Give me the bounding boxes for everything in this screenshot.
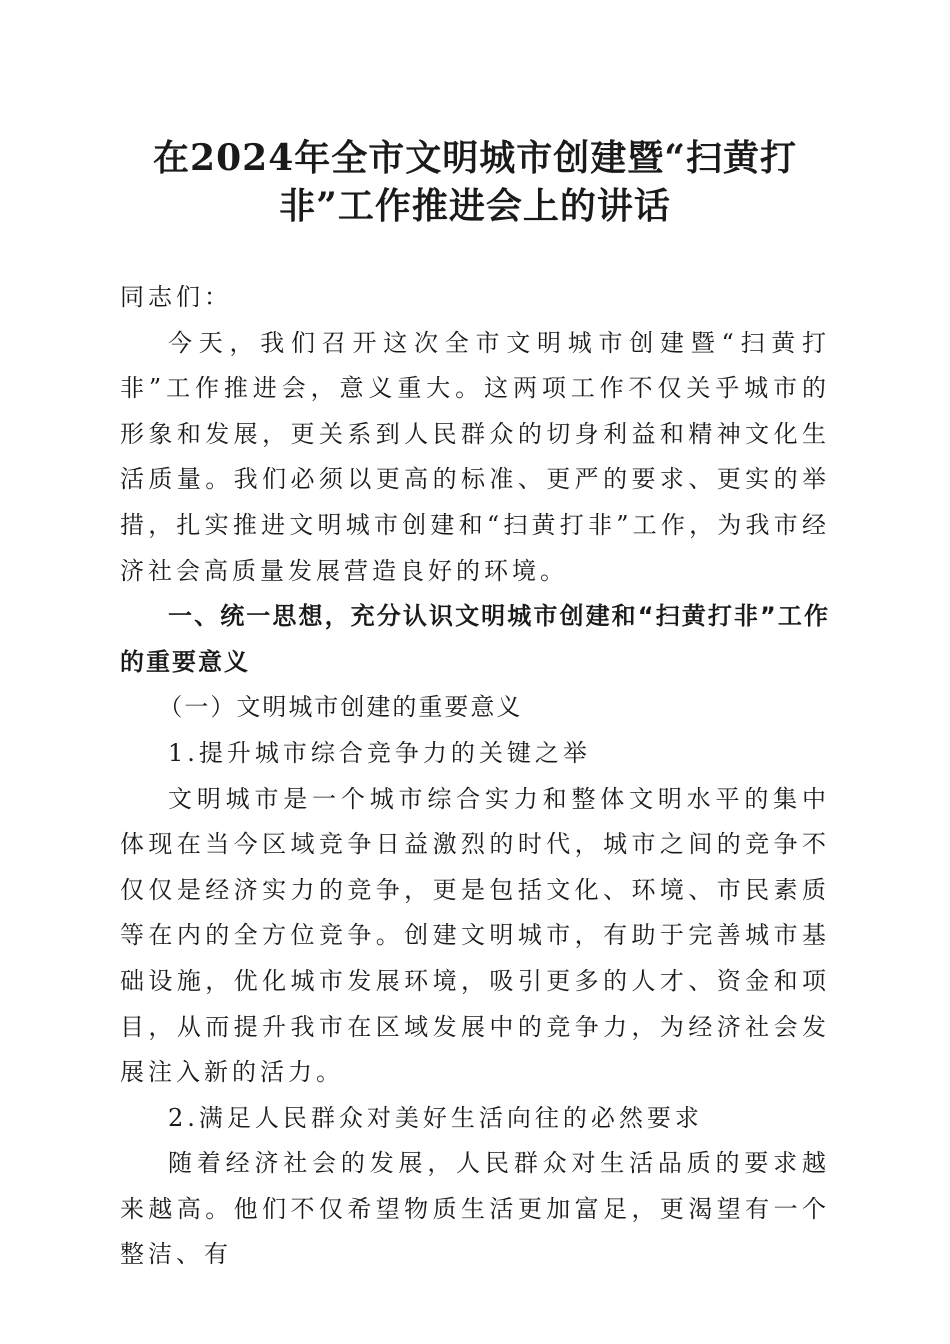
title-line-2: 非”工作推进会上的讲话 — [279, 185, 671, 227]
intro-paragraph: 今天，我们召开这次全市文明城市创建暨“扫黄打非”工作推进会，意义重大。这两项工作不仅关乎城市的形象和发展，更关系到人民群众的切身利益和精神文化生活质量。我们必须以更高的标准、更严的要求、更实的举措，扎实推进文明城市创建和“扫黄打非”工作，为我市经济社会高质量发展营造良好的环境。 — [120, 328, 830, 585]
greeting: 同志们： — [120, 283, 232, 311]
document-title — [120, 134, 830, 230]
section-heading-1: 一、统一思想，充分认识文明城市创建和“扫黄打非”工作的重要意义 — [120, 602, 830, 676]
subsection-heading-1: （一）文明城市创建的重要意义 — [158, 693, 523, 722]
body-paragraph: 文明城市是一个城市综合实力和整体文明水平的集中体现在当今区域竞争日益激烈的时代，城市之间的竞争不仅仅是经济实力的竞争，更是包括文化、环境、市民素质等在内的全方位竞争。创建文明城市，有助于完善城市基础设施，优化城市发展环境，吸引更多的人才、资金和项目，从而提升我市在区域发展中的竞争力，为经济社会发展注入新的活力。 — [120, 784, 830, 1087]
title-line-1: 在2024年全市文明城市创建暨“扫黄打 — [153, 137, 797, 179]
point-heading-1: 1.提升城市综合竞争力的关键之举 — [168, 738, 591, 767]
body-paragraph: 随着经济社会的发展，人民群众对生活品质的要求越来越高。他们不仅希望物质生活更加富足，更渴望有一个整洁、有 — [120, 1149, 830, 1269]
document-body — [120, 275, 830, 1278]
point-heading-2: 2.满足人民群众对美好生活向往的必然要求 — [168, 1103, 703, 1132]
